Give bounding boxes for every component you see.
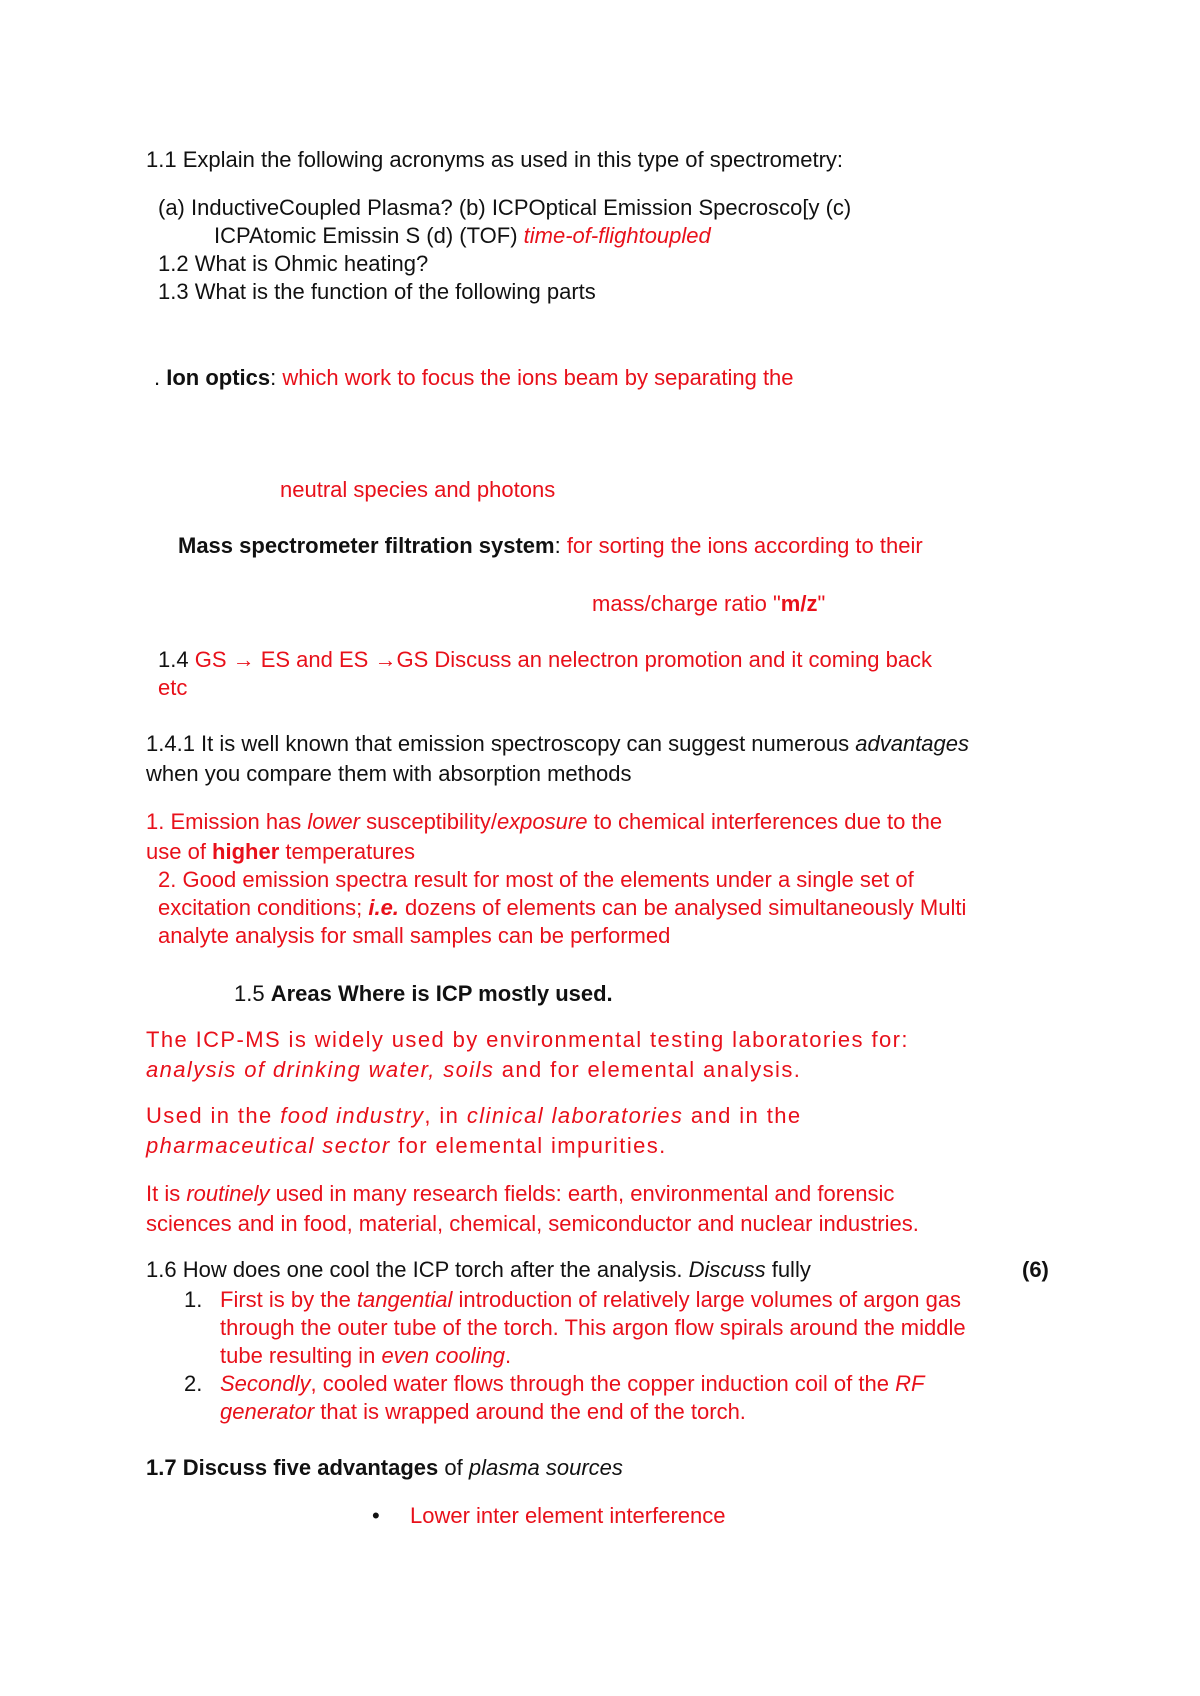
adv2-ie: i.e.: [368, 895, 399, 920]
advantage-1-cont: [146, 838, 415, 866]
advantage-2: 2. Good emission spectra result for most of the elements under a single set of: [158, 867, 914, 892]
question-1-5: [234, 980, 613, 1008]
mass-filter-answer-cont: [592, 590, 825, 618]
cool1-b: introduction of relatively large volumes of argon gas: [452, 1287, 962, 1312]
mz-c: ": [817, 591, 826, 616]
icp-use-1: The ICP-MS is widely used by environmental testing laboratories for:: [146, 1027, 909, 1052]
cool2-a: , cooled water flows through the copper induction coil of the: [310, 1371, 896, 1396]
icp-use-3: [146, 1180, 894, 1208]
q1-7-of: of: [438, 1455, 469, 1480]
q1-5-num: 1.5: [234, 981, 271, 1006]
cooling-1-cont: through the outer tube of the torch. This argon flow spirals around the middle: [220, 1315, 966, 1340]
question-1-6: [146, 1256, 811, 1284]
advantage-2-cont: [158, 894, 966, 922]
icp2-b: , in: [424, 1103, 467, 1128]
question-1-4-1: [146, 730, 969, 758]
icp3-a: It is: [146, 1181, 187, 1206]
question-1-4: [158, 646, 932, 674]
ion-optics-line: [154, 364, 794, 392]
icp-use-2-cont: [146, 1132, 667, 1160]
adv1-lower: lower: [307, 809, 360, 834]
q1-4-1-advantages: advantages: [855, 731, 970, 756]
ion-optics-label: Ion optics: [166, 365, 271, 390]
cool1-even: even cooling: [381, 1343, 505, 1368]
icp-use-1-cont: [146, 1056, 801, 1084]
adv1-d: use of: [146, 839, 213, 864]
ion-sep: :: [270, 365, 283, 390]
ion-optics-answer-cont: neutral species and photons: [280, 477, 556, 502]
cooling-2: [220, 1370, 924, 1398]
icp2-food: food industry: [280, 1103, 425, 1128]
q1-7-title: 1.7 Discuss five advantages: [146, 1455, 439, 1480]
icp2-pharma: pharmaceutical sector: [146, 1133, 391, 1158]
q1-6-discuss: Discuss: [688, 1257, 766, 1282]
advantage-2-cont2: analyte analysis for small samples can be performed: [158, 923, 671, 948]
adv1-c: to chemical interferences due to the: [587, 809, 943, 834]
icp2-c: and in the: [683, 1103, 802, 1128]
icp2-clinical: clinical laboratories: [466, 1103, 684, 1128]
acronym-line-b: [214, 222, 711, 250]
advantage-1: [146, 808, 942, 836]
icp-use-2: [146, 1102, 802, 1130]
icp3-b: used in many research fields: earth, environmental and forensic: [269, 1181, 895, 1206]
cool1-a: First is by the: [220, 1287, 357, 1312]
mz-a: mass/charge ratio ": [592, 591, 781, 616]
question-1-4-cont: etc: [158, 675, 188, 700]
cool1-d: tube resulting in: [220, 1343, 382, 1368]
adv2-b: excitation conditions;: [158, 895, 369, 920]
tof-answer: time-of-flightoupled: [523, 223, 711, 248]
adv1-b: susceptibility/: [359, 809, 497, 834]
icp3-routinely: routinely: [186, 1181, 270, 1206]
icp-use-3-cont: sciences and in food, material, chemical, semiconductor and nuclear industries.: [146, 1211, 919, 1236]
adv1-higher: higher: [212, 839, 280, 864]
question-1-6-marks: (6): [1022, 1257, 1049, 1282]
cooling-2-number: 2.: [184, 1371, 203, 1396]
mass-filter-label: Mass spectrometer filtration system: [178, 533, 555, 558]
cool2-rf: RF: [895, 1371, 925, 1396]
adv1-a: 1. Emission has: [146, 809, 308, 834]
q1-4-1-text: 1.4.1 It is well known that emission spectroscopy can suggest numerous: [146, 731, 856, 756]
question-1-1: 1.1 Explain the following acronyms as used in this type of spectrometry:: [146, 147, 844, 172]
q1-7-plasma: plasma sources: [468, 1455, 623, 1480]
icp1-italic: analysis of drinking water, soils: [146, 1057, 495, 1082]
ion-prefix: .: [154, 365, 167, 390]
q1-4-transition: GS → ES and ES →: [194, 647, 397, 672]
plasma-advantage-1: Lower inter element interference: [410, 1503, 726, 1528]
icp2-a: Used in the: [146, 1103, 281, 1128]
mass-filter-answer: for sorting the ions according to their: [566, 533, 923, 558]
cooling-1-number: 1.: [184, 1287, 203, 1312]
q1-4-num: 1.4: [158, 647, 195, 672]
cool2-generator: generator: [220, 1399, 315, 1424]
ion-optics-answer: which work to focus the ions beam by separating the: [282, 365, 794, 390]
cooling-1-cont2: [220, 1342, 511, 1370]
question-1-2: 1.2 What is Ohmic heating?: [158, 251, 429, 276]
q1-6-b: fully: [765, 1257, 811, 1282]
adv1-exposure: exposure: [496, 809, 588, 834]
mass-filter-line: [178, 532, 923, 560]
question-1-3: 1.3 What is the function of the following parts: [158, 279, 596, 304]
q1-6-a: 1.6 How does one cool the ICP torch after the analysis.: [146, 1257, 689, 1282]
mz-bold: m/z: [780, 591, 818, 616]
cool2-b: that is wrapped around the end of the torch.: [314, 1399, 746, 1424]
cooling-2-cont: [220, 1398, 746, 1426]
bullet-icon: •: [372, 1503, 380, 1528]
q1-5-title: Areas Where is ICP mostly used.: [270, 981, 613, 1006]
icp1-b: and for elemental analysis.: [494, 1057, 802, 1082]
acronym-text: ICPAtomic Emissin S (d) (TOF): [214, 223, 524, 248]
mass-sep: :: [554, 533, 567, 558]
cool1-e: .: [504, 1343, 512, 1368]
adv1-e: temperatures: [279, 839, 416, 864]
question-1-7: [146, 1454, 623, 1482]
adv2-c: dozens of elements can be analysed simultaneously Multi: [398, 895, 967, 920]
q1-4-answer: GS Discuss an nelectron promotion and it coming back: [396, 647, 933, 672]
question-1-4-1-cont: when you compare them with absorption methods: [146, 761, 632, 786]
cooling-1: [220, 1286, 961, 1314]
cool1-tangential: tangential: [356, 1287, 453, 1312]
icp2-d: for elemental impurities.: [390, 1133, 667, 1158]
acronym-line-a: (a) InductiveCoupled Plasma? (b) ICPOptical Emission Specrosco[y (c): [158, 195, 852, 220]
cool2-secondly: Secondly: [220, 1371, 311, 1396]
